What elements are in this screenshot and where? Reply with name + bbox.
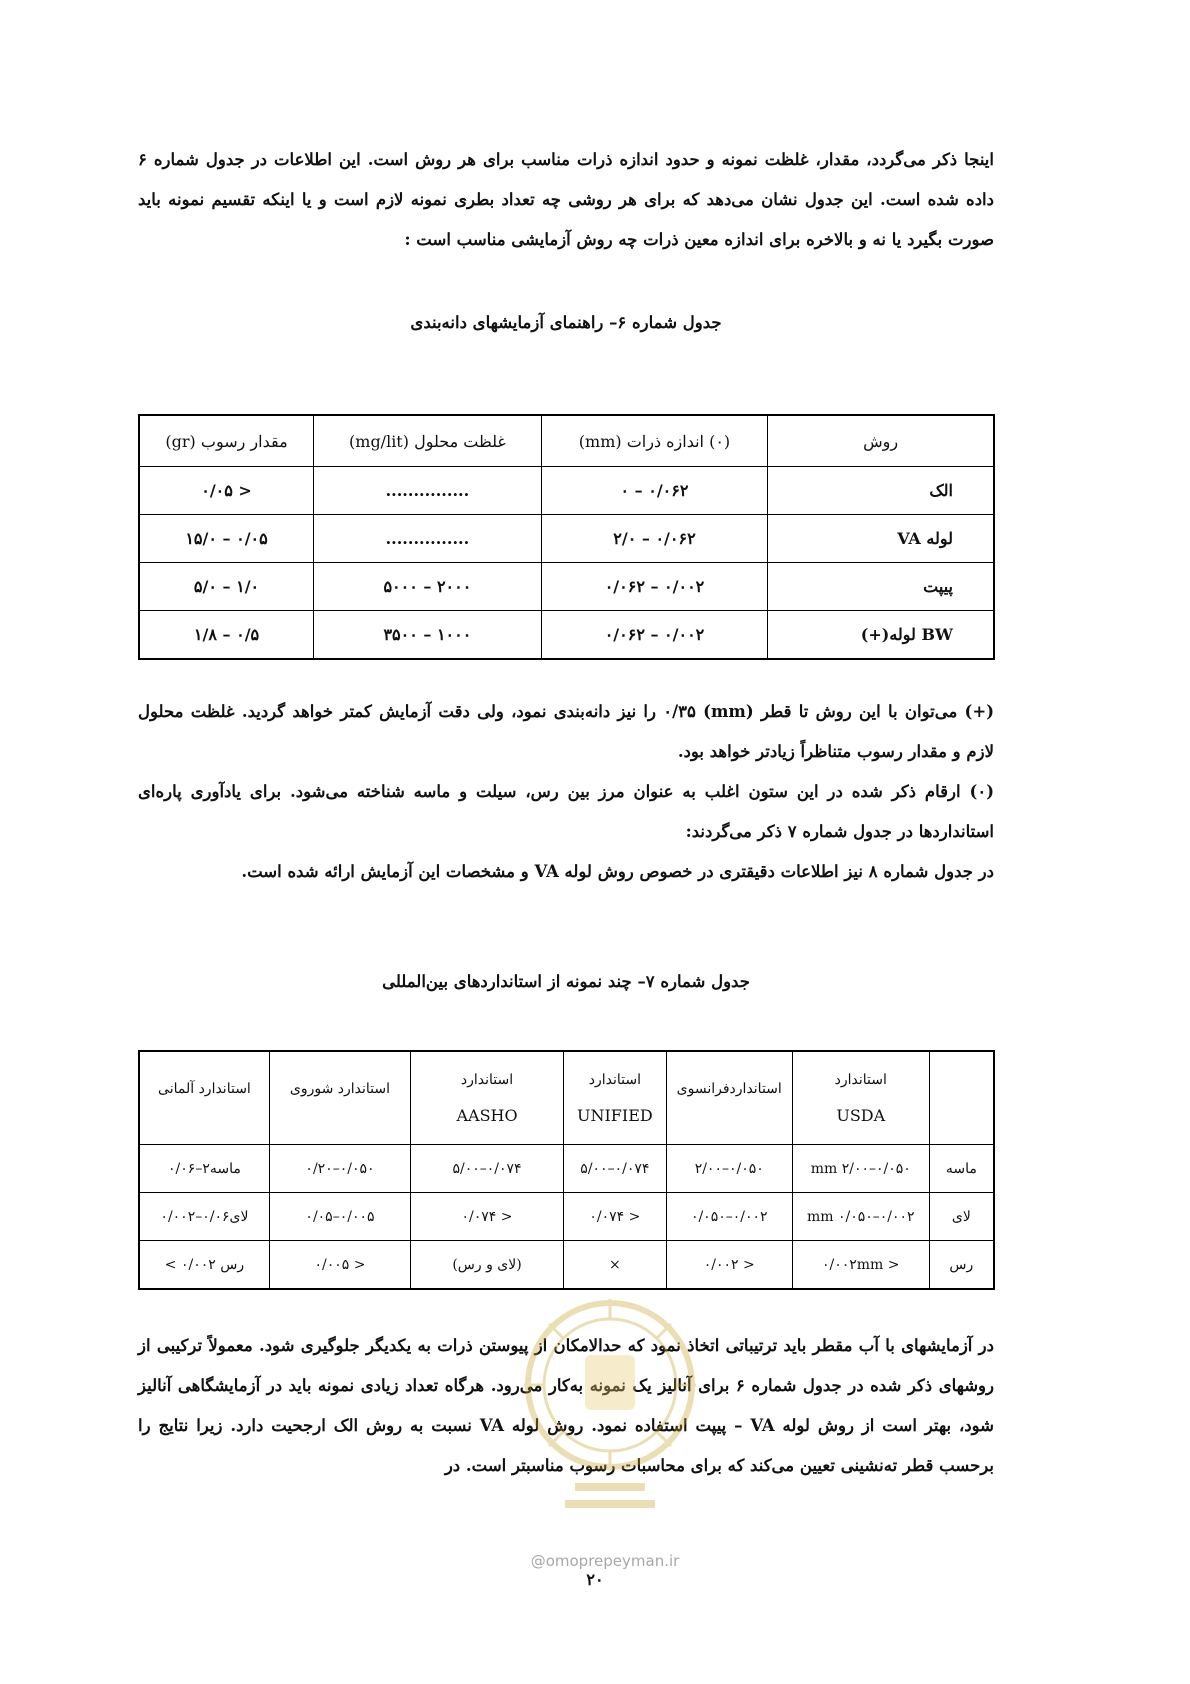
table-cell: ۰/۰۵۰–۲/۰۰ mm [792, 1145, 929, 1193]
table7-header-german [139, 1051, 269, 1145]
table-cell: ۰/۰۰۲ – ۰/۰۶۲ [541, 611, 768, 660]
table-cell: ۰/۰۶۲ – ۲/۰ [541, 515, 768, 563]
table-cell: ۰/۰۵۰–۰/۲۰ [269, 1145, 410, 1193]
table-cell: ۰/۰۰۲–۰/۰۵۰ mm [792, 1193, 929, 1241]
watermark-seal-logo [505, 1295, 715, 1555]
note-table8: در جدول شماره ۸ نیز اطلاعات دقیقتری در خصوص روش لوله VA و مشخصات این آزمایش ارائه شده است. [241, 862, 994, 881]
table-cell: < ۰/۰۰۵ [269, 1241, 410, 1290]
table6-header-particle-size: (۰) اندازه ذرات (mm) [541, 415, 768, 467]
header-title: استاندارد [834, 1071, 887, 1088]
table-cell: ۰/۰۶۲ – ۰ [541, 467, 768, 515]
table6-granulometry-guide [138, 414, 995, 660]
table7-header-usda [792, 1051, 929, 1145]
table-cell: ۰/۰۵ – ۱۵/۰ [139, 515, 314, 563]
table6-header-row [139, 415, 994, 467]
table-row [139, 467, 994, 515]
table-cell: < ۰/۰۷۴ [411, 1193, 564, 1241]
table7-international-standards [138, 1050, 995, 1290]
table6-header-method: روش [768, 415, 994, 467]
table6-caption: جدول شماره ۶– راهنمای آزمایشهای دانه‌بندی [410, 313, 722, 332]
table-cell: < ۰/۰۵ [139, 467, 314, 515]
header-subtitle: USDA [836, 1105, 886, 1125]
table-cell: < ۰/۰۰۲mm [792, 1241, 929, 1290]
note-zero: (۰) ارقام ذکر شده در این ستون اغلب به عنوان مرز بین رس، سیلت و ماسه شناخته می‌شود. برای یادآوری پاره‌ای استانداردها در جدول شماره ۷ ذکر می‌گردند: [138, 782, 994, 841]
table-cell: رس ۰/۰۰۲ > [139, 1241, 269, 1290]
header-subtitle: UNIFIED [576, 1105, 653, 1125]
table-cell: ۱۰۰۰ – ۳۵۰۰ [314, 611, 542, 660]
row-label: رس [929, 1241, 994, 1290]
table-cell: ۰/۰۰۵–۰/۰۵ [269, 1193, 410, 1241]
table-cell: لای۰/۰۶–۰/۰۰۲ [139, 1193, 269, 1241]
intro-text: اینجا ذکر می‌گردد، مقدار، غلظت نمونه و حدود اندازه ذرات مناسب برای هر روش است. این اطلاعات در جدول شماره ۶ داده شده است. این جدول نشان می‌دهد که برای هر روشی چه تعداد بطری نمونه لازم است و یا اینکه تقسیم نمونه باید صورت بگیرد یا نه و بالاخره برای اندازه معین ذرات چه روش آزمایشی مناسب است : [138, 150, 994, 249]
page-number: ۲۰ [586, 1570, 604, 1589]
table-cell: × [564, 1241, 667, 1290]
table7-header-french [666, 1051, 792, 1145]
table7-header-unified [564, 1051, 667, 1145]
table7-caption: جدول شماره ۷– چند نمونه از استانداردهای بین‌المللی [382, 972, 750, 991]
header-title: استاندارد شوروی [289, 1081, 391, 1097]
table-cell: الک [768, 467, 994, 515]
header-title: استاندارد آلمانی [158, 1081, 251, 1097]
table-cell: BW لوله(+) [768, 611, 994, 660]
table-cell: (لای و رس) [411, 1241, 564, 1290]
note-plus: (+) می‌توان با این روش تا قطر (mm) ۰/۳۵ را نیز دانه‌بندی نمود، ولی دقت آزمایش کمتر خواهد گردید. غلظت محلول لازم و مقدار رسوب متناظراً زیادتر خواهد بود. [138, 702, 994, 761]
table-row [139, 1145, 994, 1193]
header-title: استاندارد [460, 1071, 514, 1088]
table7-header-aasho [411, 1051, 564, 1145]
notes-section [138, 692, 994, 892]
table6-header-concentration: غلظت محلول (mg/lit) [314, 415, 542, 467]
table7-header-corner [929, 1051, 994, 1145]
table-cell: پیپت [768, 563, 994, 611]
table-cell: ۰/۰۷۴–۵/۰۰ [411, 1145, 564, 1193]
table7-header-soviet [269, 1051, 410, 1145]
table6-header-sediment-amount: مقدار رسوب (gr) [139, 415, 314, 467]
table-row [139, 1193, 994, 1241]
table-cell: ............... [314, 515, 542, 563]
header-subtitle: AASHO [456, 1105, 518, 1125]
intro-paragraph [138, 140, 994, 260]
table-row [139, 1241, 994, 1290]
table7-header-row [139, 1051, 994, 1145]
table-row [139, 515, 994, 563]
table-cell: ۰/۵ – ۱/۸ [139, 611, 314, 660]
table-cell: ماسه۲–۰/۰۶ [139, 1145, 269, 1193]
table-row [139, 611, 994, 660]
final-text: در آزمایشهای با آب مقطر باید ترتیباتی اتخاذ نمود که حدالامکان از پیوستن ذرات به یکدیگر جلوگیری شود. معمولاً ترکیبی از روشهای ذکر شده در جدول شماره ۶ برای آنالیز یک نمونه به‌کار می‌رود. هرگاه تعداد زیادی نمونه باید در آزمایشگاهی آنالیز شود، بهتر است از روش لوله VA – پیپت استفاده نمود. روش لوله VA نسبت به روش الک ارجحیت دارد. زیرا نتایج را برحسب قطر ته‌نشینی تعیین می‌کند که برای محاسبات رسوب مناسبتر است. در [138, 1336, 994, 1475]
header-title: استاندارد [588, 1071, 641, 1088]
header-title: استانداردفرانسوی [676, 1081, 782, 1097]
table-cell: < ۰/۰۰۲ [666, 1241, 792, 1290]
watermark-site: @omoprepeyman.ir [530, 1552, 680, 1570]
table-cell: ۰/۰۰۲ – ۰/۰۶۲ [541, 563, 768, 611]
table-cell: ............... [314, 467, 542, 515]
table-cell: ۲۰۰۰ – ۵۰۰۰ [314, 563, 542, 611]
table-cell: ۱/۰ – ۵/۰ [139, 563, 314, 611]
table-cell: ۰/۰۵۰–۲/۰۰ [666, 1145, 792, 1193]
table-cell: لوله VA [768, 515, 994, 563]
table-row [139, 563, 994, 611]
table-cell: ۰/۰۷۴–۵/۰۰ [564, 1145, 667, 1193]
row-label: ماسه [929, 1145, 994, 1193]
table-cell: < ۰/۰۷۴ [564, 1193, 667, 1241]
row-label: لای [929, 1193, 994, 1241]
table-cell: ۰/۰۰۲–۰/۰۵۰ [666, 1193, 792, 1241]
